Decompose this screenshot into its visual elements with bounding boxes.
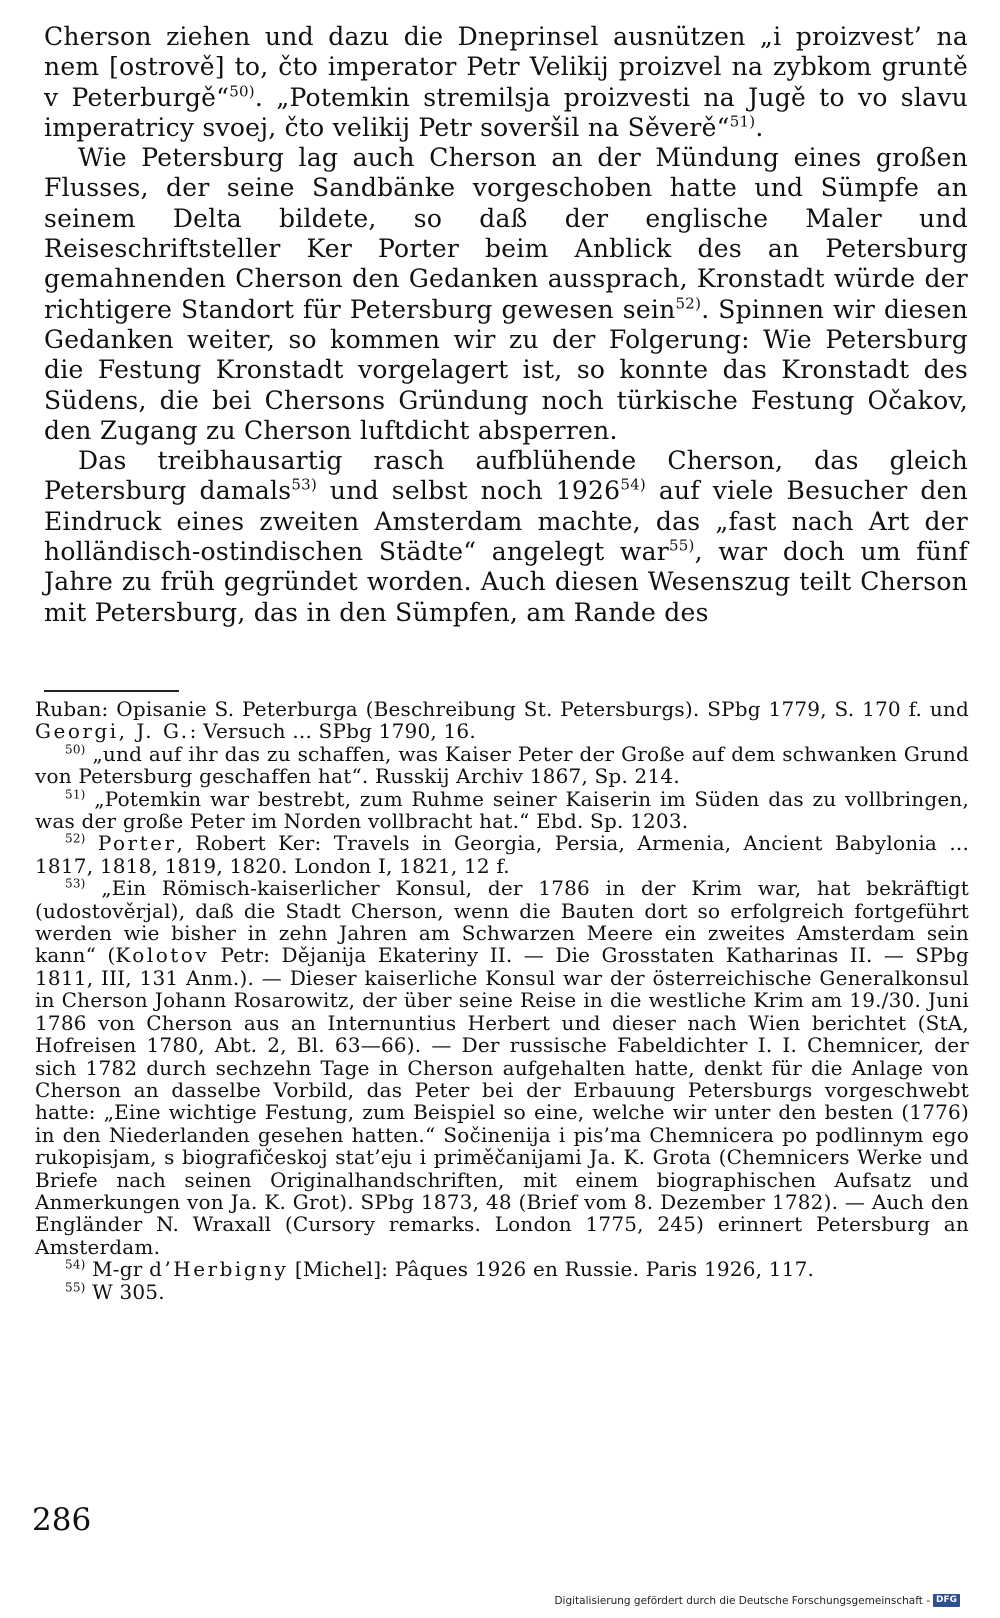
footnote-marker: 50) — [65, 742, 86, 757]
footnote-separator — [44, 690, 179, 692]
text-run: [Michel]: Pâques 1926 en Russie. Paris 1926, 117. — [288, 1257, 815, 1282]
text-run: W 305. — [92, 1279, 165, 1304]
footnotes — [35, 698, 969, 1303]
paragraph — [44, 446, 968, 628]
text-run: : Versuch ... SPbg 1790, 16. — [189, 719, 476, 744]
digitization-credit-text: Digitalisierung gefördert durch die Deutsche Forschungsgemeinschaft - — [554, 1594, 930, 1607]
text-run: Ruban: Opisanie S. Peterburga (Beschreibung St. Petersburgs). SPbg 1779, S. 170 f. und — [35, 697, 969, 721]
paragraph — [44, 143, 968, 446]
text-run: . „Potemkin stremilsja proizvesti na Jugě to vo slavu imperatricy svoej, čto velikij Petr soveršil na Sěverě“ — [44, 82, 968, 142]
footnote-marker: 53) — [65, 876, 86, 891]
text-run: Cherson ziehen und dazu die Dneprinsel ausnützen „i proizvest’ na nem [ostrově] to, čto imperator Petr Velikij proizvel na zybkom gruntě v Peterburgě“ — [44, 22, 968, 112]
text-run: , Robert Ker: Travels in Georgia, Persia, Armenia, Ancient Babylonia ... 1817, 1818, 1819, 1820. London I, 1821, 12 f. — [35, 831, 970, 878]
text-run: Das treibhausartig rasch aufblühende Cherson, das gleich Petersburg damals — [44, 446, 968, 506]
footnote-ref: 54) — [620, 476, 647, 495]
text-run: auf viele Besucher den Eindruck eines zweiten Amsterdam machte, das „fast nach Art der holländisch-ostindischen Städte“ angelegt war — [44, 476, 968, 567]
text-run: Petr: Dějanija Ekateriny II. — Die Grosstaten Katharinas II. — SPbg 1811, III, 131 Anm.). — Dieser kaiserliche Konsul war der österreichische Generalkonsul in Cherson Johann Rosarowitz, der über seine Reise in die westliche Krim am 19./30. Juni 1786 von Cherson aus an Internuntius Herbert und dieser nach Wien berichtet (StA, Hofreisen 1780, Abt. 2, Bl. 63—66). — Der russische Fabeldichter I. I. Chemnicer, der sich 1782 durch sechzehn Tage in Cherson aufgehalten hatte, denkt für die Anlage von Cherson an dasselbe Vorbild, das Peter bei der Erbauung Petersburgs vorgeschwebt hatte: „Eine wichtige Festung, zum Beispiel so eine, welche wir unter den besten (1776) in den Niederlanden gesehen hatten.“ Sočinenija i pis’ma Chemnicera po podlinnym ego rukopisjam, s biografičeskoj stat’eju i priměčanijami Ja. K. Grota (Chemnicers Werke und Briefe nach seinen Originalhandschriften, mit einem biographischen Aufsatz und Anmerkungen von Ja. K. Grot). SPbg 1873, 48 (Brief vom 8. Dezember 1782). — Auch den Engländer N. Wraxall (Cursory remarks. London 1775, 245) erinnert Petersburg an Amsterdam. — [35, 943, 969, 1259]
author-name: Georgi, J. G. — [35, 719, 190, 744]
text-run: und selbst noch 1926 — [317, 476, 621, 506]
footnote — [35, 698, 969, 743]
footnote — [35, 743, 969, 788]
footnote-ref: 55) — [668, 536, 695, 555]
footnote-ref: 53) — [291, 476, 318, 495]
main-text — [44, 22, 968, 628]
footnote-marker: 54) — [65, 1257, 86, 1272]
footnote — [35, 788, 969, 833]
page-number: 286 — [32, 1502, 92, 1538]
text-run: „Ein Römisch-kaiserlicher Konsul, der 1786 in der Krim war, hat bekräftigt (udostověrjal), daß die Stadt Cherson, wenn die Bauten dort so erfolgreich fortgeführt werden wie bisher in zehn Jahren am Schwarzen Meere ein zweites Amsterdam sein kann“ ( — [35, 876, 970, 968]
footnote-marker: 55) — [65, 1279, 86, 1294]
text-run: M-gr — [92, 1257, 150, 1282]
text-run: „und auf ihr das zu schaffen, was Kaiser Peter der Große auf dem schwanken Grund von Petersburg geschaffen hat“. Russkij Archiv 1867, Sp. 214. — [35, 741, 969, 789]
dfg-logo: DFG — [933, 1594, 960, 1607]
text-run: „Potemkin war bestrebt, zum Ruhme seiner Kaiserin im Süden das zu vollbringen, was der große Peter im Norden vollbracht hat.“ Ebd. Sp. 1203. — [35, 786, 970, 834]
digitization-credit — [554, 1594, 960, 1607]
footnote — [35, 1258, 969, 1280]
footnote-ref: 51) — [729, 112, 756, 131]
paragraph — [44, 22, 968, 143]
footnote — [35, 1281, 969, 1303]
text-run: Wie Petersburg lag auch Cherson an der Mündung eines großen Flusses, der seine Sandbänke vorgeschoben hatte und Sümpfe an seinem Delta bildete, so daß der englische Maler und Reiseschriftsteller Ker Porter beim Anblick des an Petersburg gemahnenden Cherson den Gedanken aussprach, Kronstadt würde der richtigere Standort für Petersburg gewesen sein — [44, 143, 968, 324]
text-run: , war doch um fünf Jahre zu früh gegründet worden. Auch diesen Wesenszug teilt Cherson mit Petersburg, das in den Sümpfen, am Rande des — [44, 537, 968, 627]
footnote-ref: 52) — [675, 294, 702, 313]
author-name: Kolotov — [115, 943, 210, 968]
text-run: . — [755, 112, 764, 142]
author-name: Porter — [97, 831, 177, 856]
footnote-marker: 52) — [65, 831, 86, 846]
footnote-marker: 51) — [65, 786, 86, 801]
footnote-ref: 50) — [229, 82, 255, 101]
text-run: . Spinnen wir diesen Gedanken weiter, so kommen wir zu der Folgerung: Wie Petersburg die Festung Kronstadt vorgelagert ist, so konnte das Kronstadt des Südens, die bei Chersons Gründung noch türkische Festung Očakov, den Zugang zu Cherson luftdicht absperren. — [44, 294, 968, 445]
footnote — [35, 877, 969, 1258]
footnote — [35, 832, 969, 877]
author-name: d’Herbigny — [149, 1257, 289, 1282]
